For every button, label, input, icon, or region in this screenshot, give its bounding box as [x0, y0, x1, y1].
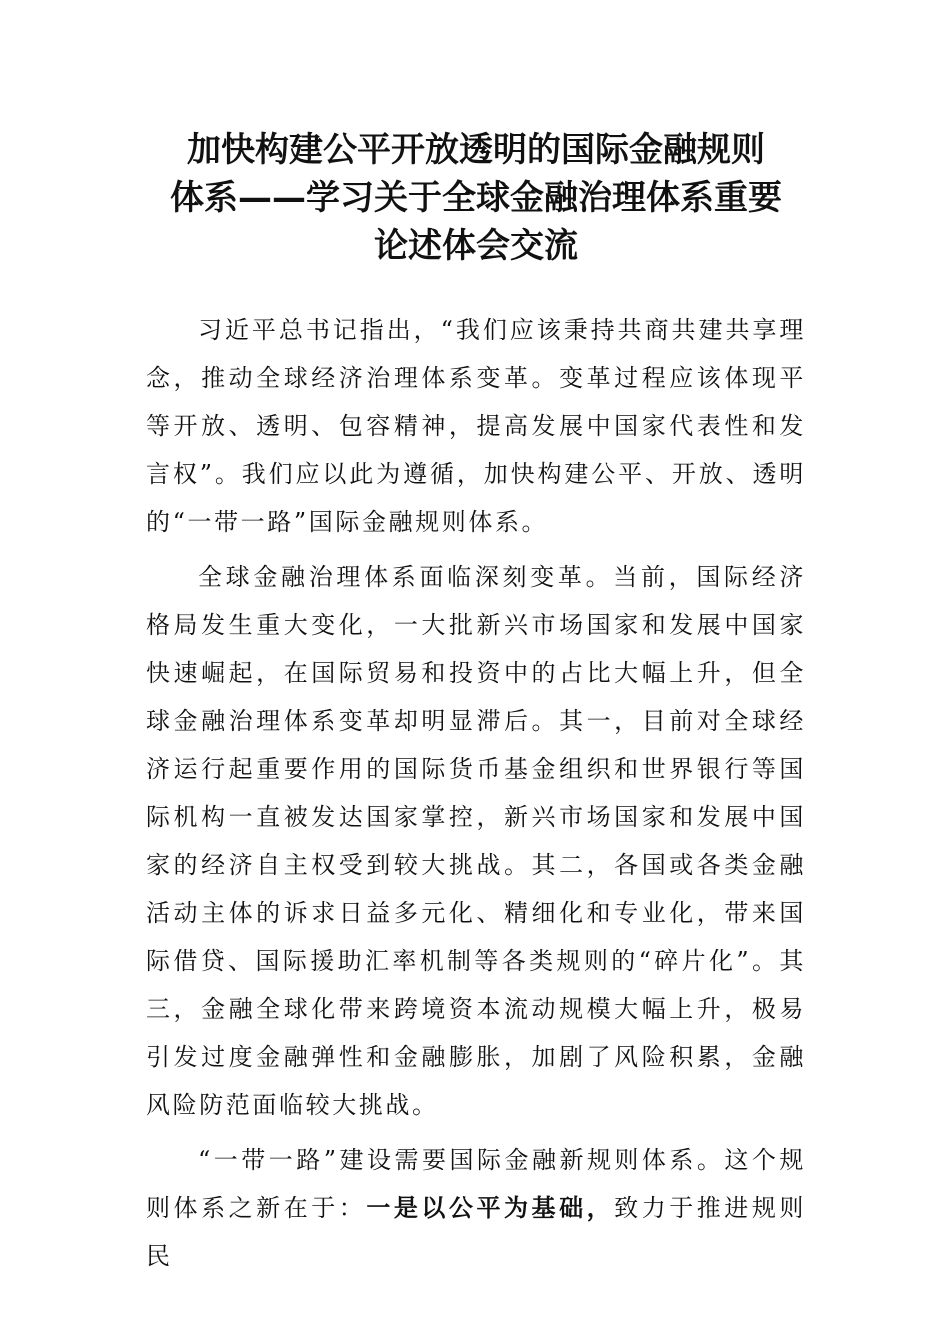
title-line-2: 体系——学习关于全球金融治理体系重要: [170, 178, 782, 218]
document-body: [146, 306, 806, 1287]
paragraph-3-bold-point: 一是以公平为基础，: [366, 1194, 615, 1222]
paragraph-3-lead: “一带一路”建设需要国际金融新规则体系。这个规则体系之新在于：: [146, 1146, 806, 1222]
document-title: [150, 126, 802, 270]
title-line-3: 论述体会交流: [374, 226, 578, 266]
title-line-1: 加快构建公平开放透明的国际金融规则: [187, 130, 765, 170]
paragraph-3-tail: 致力于推进规则民: [146, 1194, 806, 1270]
paragraph-2: 全球金融治理体系面临深刻变革。当前，国际经济格局发生重大变化，一大批新兴市场国家和发展中国家快速崛起，在国际贸易和投资中的占比大幅上升，但全球金融治理体系变革却明显滞后。其一，目前对全球经济运行起重要作用的国际货币基金组织和世界银行等国际机构一直被发达国家掌控，新兴市场国家和发展中国家的经济自主权受到较大挑战。其二，各国或各类金融活动主体的诉求日益多元化、精细化和专业化，带来国际借贷、国际援助汇率机制等各类规则的“碎片化”。其三，金融全球化带来跨境资本流动规模大幅上升，极易引发过度金融弹性和金融膨胀，加剧了风险积累，金融风险防范面临较大挑战。: [146, 563, 806, 1119]
paragraph-1: 习近平总书记指出，“我们应该秉持共商共建共享理念，推动全球经济治理体系变革。变革过程应该体现平等开放、透明、包容精神，提高发展中国家代表性和发言权”。我们应以此为遵循，加快构建公平、开放、透明的“一带一路”国际金融规则体系。: [146, 316, 806, 536]
paragraph-3: [146, 1136, 806, 1280]
